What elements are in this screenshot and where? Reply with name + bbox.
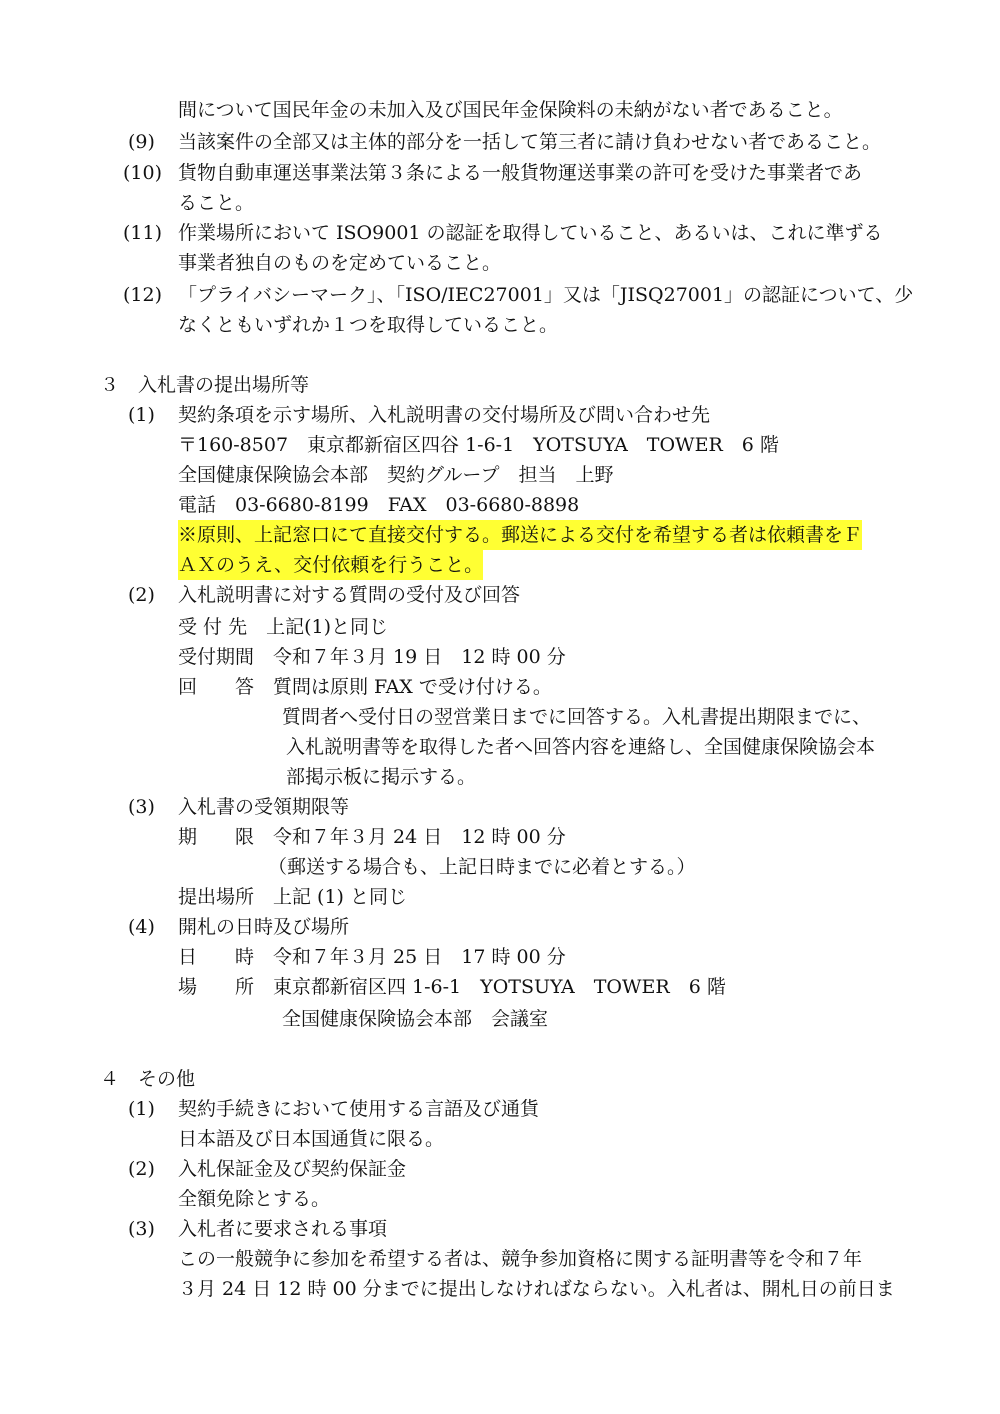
paragraph-line: 場 所 東京都新宿区四 1-6-1 YOTSUYA TOWER 6 階	[178, 976, 726, 998]
contact-line: 全国健康保険協会本部 契約グループ 担当 上野	[178, 464, 614, 486]
paragraph-line: 部掲示板に掲示する。	[286, 766, 477, 788]
address-line: 〒160-8507 東京都新宿区四谷 1-6-1 YOTSUYA TOWER 6 階	[178, 434, 779, 456]
paragraph-line: ３月 24 日 12 時 00 分までに提出しなければならない。入札者は、開札日の前日ま	[178, 1278, 895, 1300]
paragraph-line: 「プライバシーマーク」、「ISO/IEC27001」又は「JISQ27001」の認証について、少	[178, 284, 914, 306]
item-number: (3)	[128, 796, 155, 818]
paragraph-line: 契約条項を示す場所、入札説明書の交付場所及び問い合わせ先	[178, 404, 711, 426]
paragraph-line: この一般競争に参加を希望する者は、競争参加資格に関する証明書等を令和７年	[178, 1248, 863, 1270]
item-number: (4)	[128, 916, 155, 938]
paragraph-line: 受付期間 令和７年３月 19 日 12 時 00 分	[178, 646, 566, 668]
highlighted-note: ※原則、上記窓口にて直接交付する。郵送による交付を希望する者は依頼書をＦ	[178, 520, 862, 550]
item-number: (2)	[128, 1158, 155, 1180]
item-number: (10)	[123, 162, 163, 184]
paragraph-line: 当該案件の全部又は主体的部分を一括して第三者に請け負わせない者であること。	[178, 131, 882, 153]
paragraph-line: 日 時 令和７年３月 25 日 17 時 00 分	[178, 946, 566, 968]
paragraph-line: 質問者へ受付日の翌営業日までに回答する。入札書提出期限までに、	[282, 706, 872, 728]
paragraph-line: 入札保証金及び契約保証金	[178, 1158, 407, 1180]
paragraph-line: 受 付 先 上記(1)と同じ	[178, 616, 388, 638]
paragraph-line: 入札者に要求される事項	[178, 1218, 388, 1240]
paragraph-line: 開札の日時及び場所	[178, 916, 350, 938]
item-number: (1)	[128, 1098, 155, 1120]
paragraph-line: 全額免除とする。	[178, 1188, 331, 1210]
phone-line: 電話 03-6680-8199 FAX 03-6680-8898	[178, 494, 580, 516]
paragraph-line: 全国健康保険協会本部 会議室	[282, 1008, 549, 1030]
paragraph-line: （郵送する場合も、上記日時までに必着とする。）	[268, 856, 696, 878]
paragraph-line: 間について国民年金の未加入及び国民年金保険料の未納がない者であること。	[178, 99, 843, 121]
paragraph-line: 期 限 令和７年３月 24 日 12 時 00 分	[178, 826, 566, 848]
paragraph-line: 貨物自動車運送事業法第３条による一般貨物運送事業の許可を受けた事業者であ	[178, 162, 863, 184]
item-number: (1)	[128, 404, 155, 426]
paragraph-line: ること。	[178, 192, 255, 214]
highlighted-note: ＡＸのうえ、交付依頼を行うこと。	[178, 550, 483, 580]
paragraph-line: 入札書の受領期限等	[178, 796, 350, 818]
paragraph-line: 作業場所において ISO9001 の認証を取得していること、あるいは、これに準ずる	[178, 222, 883, 244]
item-number: (12)	[123, 284, 163, 306]
item-number: (2)	[128, 584, 155, 606]
paragraph-line: 契約手続きにおいて使用する言語及び通貨	[178, 1098, 540, 1120]
item-number: (9)	[128, 131, 155, 153]
section-heading: ４ その他	[100, 1068, 196, 1090]
paragraph-line: 日本語及び日本国通貨に限る。	[178, 1128, 445, 1150]
section-heading: ３ 入札書の提出場所等	[100, 374, 310, 396]
item-number: (3)	[128, 1218, 155, 1240]
item-number: (11)	[123, 222, 163, 244]
paragraph-line: 入札説明書に対する質問の受付及び回答	[178, 584, 521, 606]
paragraph-line: 提出場所 上記 (1) と同じ	[178, 886, 407, 908]
paragraph-line: なくともいずれか１つを取得していること。	[178, 314, 559, 336]
paragraph-line: 入札説明書等を取得した者へ回答内容を連絡し、全国健康保険協会本	[286, 736, 876, 758]
paragraph-line: 事業者独自のものを定めていること。	[178, 252, 502, 274]
paragraph-line: 回 答 質問は原則 FAX で受け付ける。	[178, 676, 552, 698]
